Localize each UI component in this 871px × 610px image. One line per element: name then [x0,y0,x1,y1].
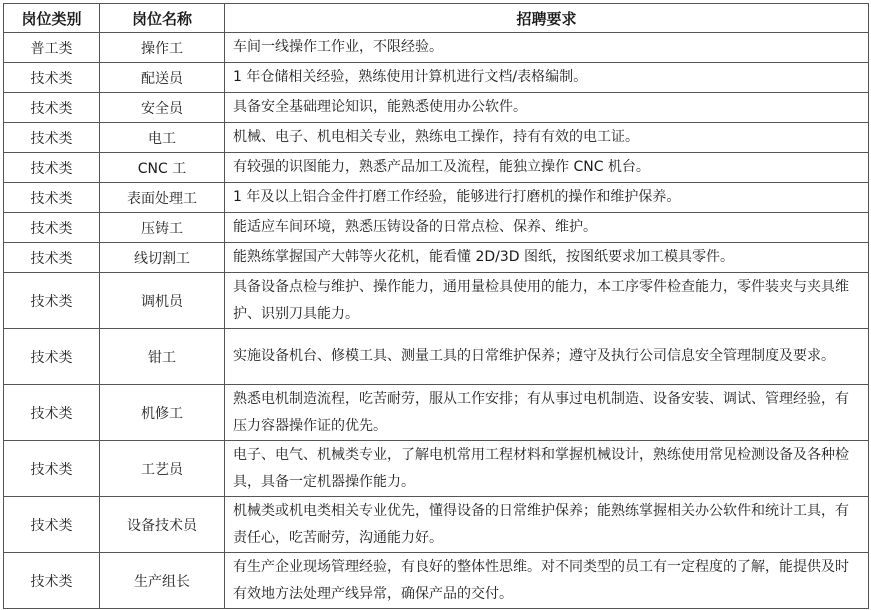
row-position: 生产组长 [100,553,225,609]
table-row [4,441,869,497]
row-requirement: 能熟练掌握国产大韩等火花机，能看懂 2D/3D 图纸，按图纸要求加工模具零件。 [225,243,869,273]
row-category: 技术类 [4,329,100,385]
row-position: 调机员 [100,273,225,329]
row-requirement: 机械、电子、机电相关专业，熟练电工操作，持有有效的电工证。 [225,123,869,153]
table-row [4,153,869,183]
table-row [4,243,869,273]
row-position: 电工 [100,123,225,153]
row-requirement: 电子、电气、机械类专业，了解电机常用工程材料和掌握机械设计，熟练使用常见检测设备及各种检具，具备一定机器操作能力。 [225,441,869,497]
row-position: 钳工 [100,329,225,385]
row-requirement: 具备安全基础理论知识，能熟悉使用办公软件。 [225,93,869,123]
table-header-row [4,4,869,33]
row-category: 技术类 [4,441,100,497]
table-row [4,93,869,123]
header-position: 岗位名称 [100,4,225,33]
row-category: 技术类 [4,183,100,213]
row-position: 线切割工 [100,243,225,273]
row-category: 技术类 [4,123,100,153]
row-requirement: 有生产企业现场管理经验，有良好的整体性思维。对不同类型的员工有一定程度的了解，能提供及时有效地方法处理产线异常，确保产品的交付。 [225,553,869,609]
table-row [4,497,869,553]
row-requirement: 有较强的识图能力，熟悉产品加工及流程，能独立操作 CNC 机台。 [225,153,869,183]
table-row [4,273,869,329]
row-requirement: 具备设备点检与维护、操作能力，通用量检具使用的能力，本工序零件检查能力，零件装夹与夹具维护、识别刀具能力。 [225,273,869,329]
row-category: 技术类 [4,385,100,441]
row-category: 技术类 [4,553,100,609]
row-category: 技术类 [4,273,100,329]
table-row [4,123,869,153]
row-position: CNC 工 [100,153,225,183]
row-requirement: 能适应车间环境，熟悉压铸设备的日常点检、保养、维护。 [225,213,869,243]
row-category: 技术类 [4,93,100,123]
row-category: 技术类 [4,213,100,243]
row-requirement: 1 年及以上铝合金件打磨工作经验，能够进行打磨机的操作和维护保养。 [225,183,869,213]
header-requirement: 招聘要求 [225,4,869,33]
row-requirement: 1 年仓储相关经验，熟练使用计算机进行文档/表格编制。 [225,63,869,93]
row-position: 设备技术员 [100,497,225,553]
row-category: 普工类 [4,33,100,63]
header-category: 岗位类别 [4,4,100,33]
row-position: 配送员 [100,63,225,93]
job-requirements-table [3,3,869,609]
row-category: 技术类 [4,243,100,273]
table-row [4,63,869,93]
table-row [4,385,869,441]
row-position: 工艺员 [100,441,225,497]
row-category: 技术类 [4,497,100,553]
row-requirement: 熟悉电机制造流程，吃苦耐劳，服从工作安排；有从事过电机制造、设备安装、调试、管理经验，有压力容器操作证的优先。 [225,385,869,441]
row-position: 表面处理工 [100,183,225,213]
table-row [4,329,869,385]
row-position: 安全员 [100,93,225,123]
row-position: 压铸工 [100,213,225,243]
row-position: 操作工 [100,33,225,63]
row-requirement: 机械类或机电类相关专业优先，懂得设备的日常维护保养；能熟练掌握相关办公软件和统计工具，有责任心，吃苦耐劳，沟通能力好。 [225,497,869,553]
table-row [4,183,869,213]
table-row [4,553,869,609]
row-requirement: 实施设备机台、修模工具、测量工具的日常维护保养；遵守及执行公司信息安全管理制度及要求。 [225,329,869,385]
row-category: 技术类 [4,153,100,183]
row-requirement: 车间一线操作工作业，不限经验。 [225,33,869,63]
row-category: 技术类 [4,63,100,93]
table-row [4,213,869,243]
table-row [4,33,869,63]
row-position: 机修工 [100,385,225,441]
